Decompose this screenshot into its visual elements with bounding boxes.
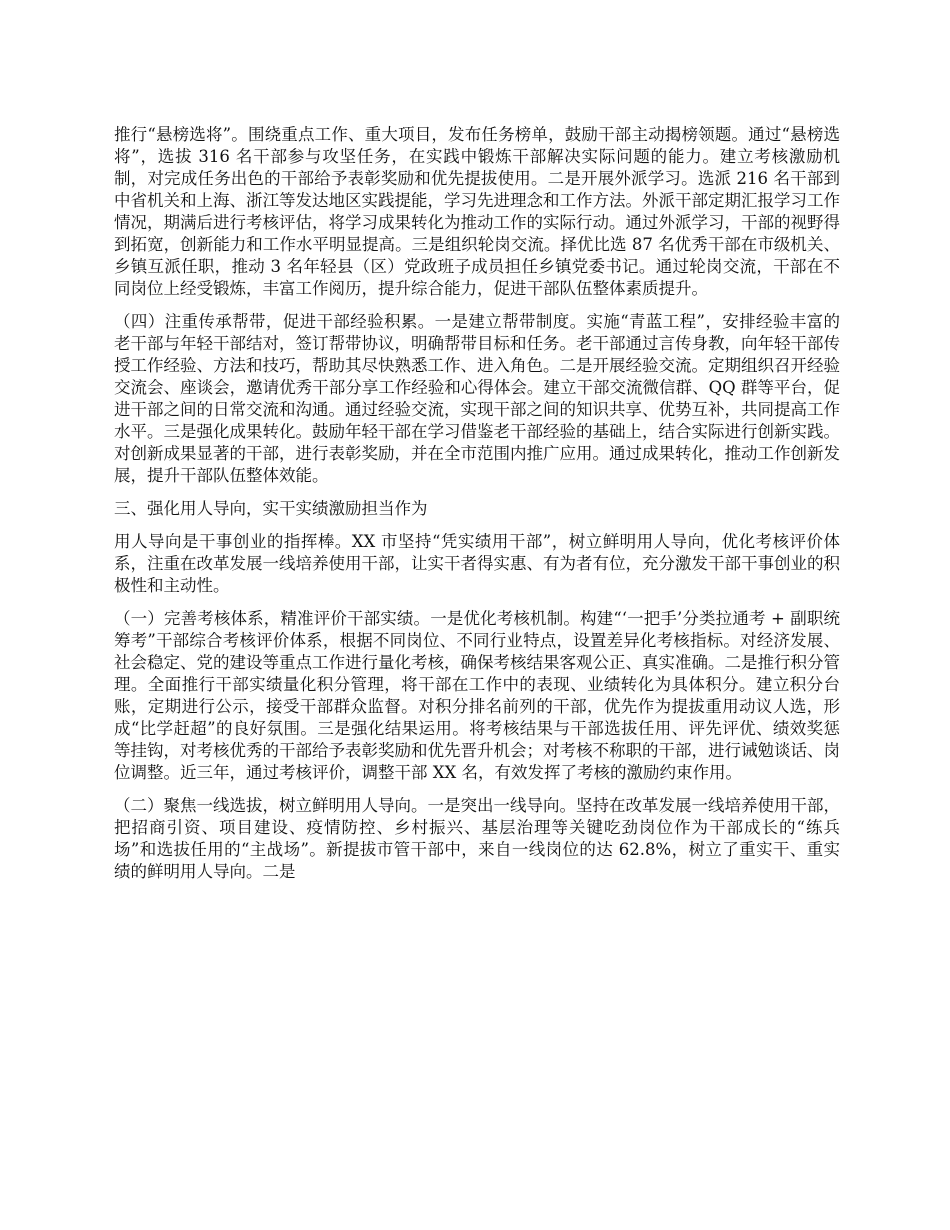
paragraph-employment-orientation: 用人导向是干事创业的指挥棒。XX 市坚持“凭实绩用干部”，树立鲜明用人导向，优化考核评价体系，注重在改革发展一线培养使用干部，让实干者得实惠、有为者有位，充分激发干部干事创业的积极性和主动性。 <box>114 532 840 595</box>
paragraph-mentoring: （四）注重传承帮带，促进干部经验积累。一是建立帮带制度。实施“青蓝工程”，安排经验丰富的老干部与年轻干部结对，签订帮带协议，明确帮带目标和任务。老干部通过言传身教，向年轻干部传授工作经验、方法和技巧，帮助其尽快熟悉工作、进入角色。二是开展经验交流。定期组织召开经验交流会、座谈会，邀请优秀干部分享工作经验和心得体会。建立干部交流微信群、QQ 群等平台，促进干部之间的日常交流和沟通。通过经验交流，实现干部之间的知识共享、优势互补，共同提高工作水平。三是强化成果转化。鼓励年轻干部在学习借鉴老干部经验的基础上，结合实际进行创新实践。对创新成果显著的干部，进行表彰奖励，并在全市范围内推广应用。通过成果转化，推动工作创新发展，提升干部队伍整体效能。 <box>114 312 840 485</box>
paragraph-training-exchange: 推行“悬榜选将”。围绕重点工作、重大项目，发布任务榜单，鼓励干部主动揭榜领题。通过“悬榜选将”，选拔 316 名干部参与攻坚任务，在实践中锻炼干部解决实际问题的能力。建立考核激励机制，对完成任务出色的干部给予表彰奖励和优先提拔使用。二是开展外派学习。选派 216 名干部到中省机关和上海、浙江等发达地区实践提能，学习先进理念和工作方法。外派干部定期汇报学习工作情况，期满后进行考核评估，将学习成果转化为推动工作的实际行动。通过外派学习，干部的视野得到拓宽，创新能力和工作水平明显提高。三是组织轮岗交流。择优比选 87 名优秀干部在市级机关、乡镇互派任职，推动 3 名年轻县（区）党政班子成员担任乡镇党委书记。通过轮岗交流，干部在不同岗位上经受锻炼，丰富工作阅历，提升综合能力，促进干部队伍整体素质提升。 <box>114 125 840 298</box>
paragraph-assessment-system: （一）完善考核体系，精准评价干部实绩。一是优化考核机制。构建“‘一把手’分类拉通考 + 副职统筹考”干部综合考核评价体系，根据不同岗位、不同行业特点，设置差异化考核指标。对经济发展、社会稳定、党的建设等重点工作进行量化考核，确保考核结果客观公正、真实准确。二是推行积分管理。全面推行干部实绩量化积分管理，将干部在工作中的表现、业绩转化为具体积分。建立积分台账，定期进行公示，接受干部群众监督。对积分排名前列的干部，优先作为提拔重用动议人选，形成“比学赶超”的良好氛围。三是强化结果运用。将考核结果与干部选拔任用、评先评优、绩效奖惩等挂钩，对考核优秀的干部给予表彰奖励和优先晋升机会；对考核不称职的干部，进行诫勉谈话、岗位调整。近三年，通过考核评价，调整干部 XX 名，有效发挥了考核的激励约束作用。 <box>114 609 840 782</box>
document-body <box>114 124 840 894</box>
paragraph-frontline-selection: （二）聚焦一线选拔，树立鲜明用人导向。一是突出一线导向。坚持在改革发展一线培养使用干部，把招商引资、项目建设、疫情防控、乡村振兴、基层治理等关键吃劲岗位作为干部成长的“练兵场”和选拔任用的“主战场”。新提拔市管干部中，来自一线岗位的达 62.8%，树立了重实干、重实绩的鲜明用人导向。二是 <box>114 796 840 881</box>
section-heading-three: 三、强化用人导向，实干实绩激励担当作为 <box>114 499 428 518</box>
